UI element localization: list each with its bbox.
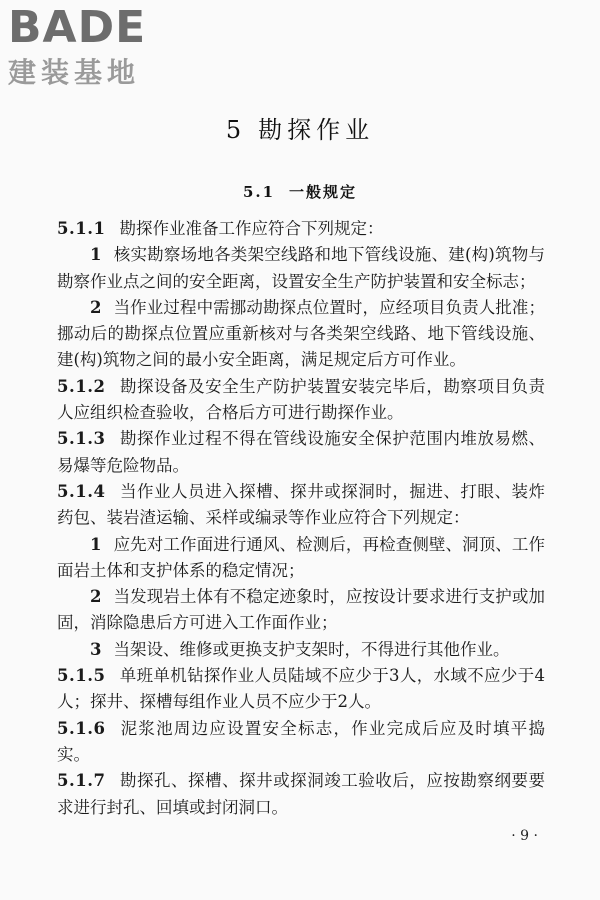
clause-paragraph — [57, 479, 545, 532]
paragraph-text: 当作业人员进入探槽、探井或探洞时，掘进、打眼、装炸药包、装岩渣运输、采样或编录等作业应符合下列规定： — [57, 481, 545, 528]
clause-paragraph — [57, 426, 545, 479]
logo-wordmark: BADE — [8, 4, 147, 52]
section-heading — [0, 181, 600, 202]
paragraph-text: 勘探孔、探槽、探井或探洞竣工验收后，应按勘察纲要要求进行封孔、回填或封闭洞口。 — [57, 771, 545, 817]
chapter-number: 5 — [225, 116, 247, 144]
clause-number: 5.1.6 — [57, 718, 106, 738]
paragraph-text: 当架设、维修或更换支护支架时，不得进行其他作业。 — [113, 639, 510, 659]
clause-number: 5.1.2 — [57, 376, 106, 396]
bade-logo — [8, 4, 178, 90]
item-number: 2 — [90, 587, 102, 607]
page-number: · 9 · — [511, 828, 538, 844]
section-number: 5.1 — [242, 183, 276, 201]
clause-paragraph — [57, 768, 545, 821]
clause-paragraph — [57, 663, 545, 716]
paragraph-text: 勘探作业过程不得在管线设施安全保护范围内堆放易燃、易爆等危险物品。 — [57, 429, 545, 475]
clause-paragraph — [57, 716, 545, 769]
list-item — [57, 295, 545, 374]
item-number: 2 — [90, 297, 102, 317]
paragraph-text: 泥浆池周边应设置安全标志，作业完成后应及时填平捣实。 — [57, 718, 545, 764]
paragraph-text: 单班单机钻探作业人员陆域不应少于3人，水域不应少于4人；探井、探槽每组作业人员不应少于2人。 — [57, 666, 545, 712]
list-item — [57, 242, 545, 295]
clause-paragraph — [57, 374, 545, 427]
clause-number: 5.1.5 — [57, 666, 106, 686]
clause-paragraph — [57, 216, 545, 242]
chapter-heading — [0, 110, 600, 145]
list-item — [57, 584, 545, 637]
paragraph-text: 当发现岩土体有不稳定迹象时，应按设计要求进行支护或加固，消除隐患后方可进入工作面作业； — [57, 587, 545, 633]
item-number: 1 — [90, 534, 102, 554]
document-body — [57, 216, 545, 821]
paragraph-text: 勘探设备及安全生产防护装置安装完毕后，勘察项目负责人应组织检查验收，合格后方可进行勘探作业。 — [57, 376, 545, 423]
paragraph-text: 当作业过程中需挪动勘探点位置时，应经项目负责人批准；挪动后的勘探点位置应重新核对与各类架空线路、地下管线设施、建(构)筑物之间的最小安全距离，满足规定后方可作业。 — [57, 297, 545, 370]
chapter-title: 勘探作业 — [258, 116, 375, 144]
clause-number: 5.1.4 — [57, 481, 106, 501]
paragraph-text: 核实勘察场地各类架空线路和地下管线设施、建(构)筑物与勘察作业点之间的安全距离，设置安全生产防护装置和安全标志； — [57, 245, 545, 291]
paragraph-text: 勘探作业准备工作应符合下列规定： — [119, 219, 384, 238]
section-title: 一般规定 — [289, 183, 358, 201]
paragraph-text: 应先对工作面进行通风、检测后，再检查侧壁、洞顶、工作面岩土体和支护体系的稳定情况； — [57, 534, 545, 580]
clause-number: 5.1.7 — [57, 771, 106, 791]
clause-number: 5.1.1 — [57, 219, 106, 238]
list-item — [57, 637, 545, 663]
item-number: 1 — [90, 245, 102, 265]
item-number: 3 — [90, 639, 102, 659]
clause-number: 5.1.3 — [57, 429, 106, 449]
logo-subtitle: 建装基地 — [8, 56, 141, 89]
list-item — [57, 532, 545, 585]
